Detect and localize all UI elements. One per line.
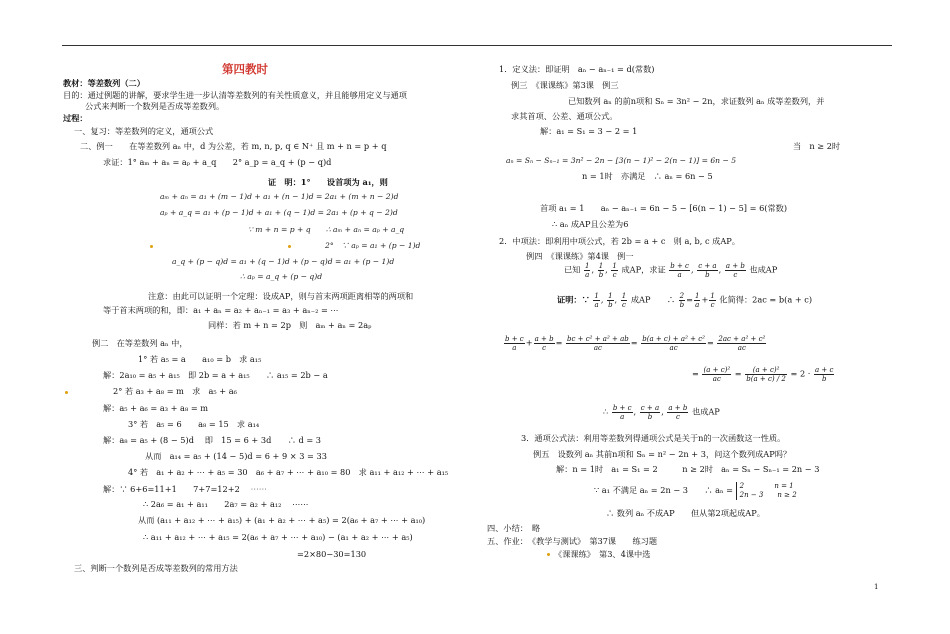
text-line: ∴ 数列 aₙ 不成AP 但从第2项起成AP。 (606, 508, 765, 518)
math-line: ∴ aₚ = a_q + (p − q)d (240, 272, 323, 281)
text-line: 解：a₅ + a₆ = a₃ + a₈ = m (103, 403, 209, 413)
text-line: 从而 (a₁₁ + a₁₂ + ⋯ + a₁₅) + (a₁ + a₂ + ⋯ + a₅) = 2(a₆ + a₇ + ⋯ + a₁₀) (138, 515, 426, 525)
fraction: $\frac{a + b}{c}$ (668, 404, 688, 421)
fraction: $\frac{a + b}{c}$ (725, 262, 745, 279)
lesson-title: 第四教时 (222, 62, 268, 76)
bullet-mark (65, 391, 68, 394)
math-line: 2° ∵ aₚ = a₁ + (p − 1)d (325, 241, 421, 250)
text-line: 教材：等差数列（二） (63, 78, 145, 88)
text-line: 四、小结： 略 (487, 523, 541, 533)
text-line: 4° 若 a₁ + a₂ + ⋯ + a₅ = 30 a₆ + a₇ + ⋯ + a₁₀ = 80 求 a₁₁ + a₁₂ + ⋯ + a₁₅ (128, 467, 449, 477)
fraction: $\frac{b + c}{a}$ (612, 404, 632, 421)
text-line: ∴ 2a₆ = a₁ + a₁₁ 2a₇ = a₂ + a₁₂ ⋯⋯ (143, 499, 309, 509)
proof-line: 证明：∵ $\frac{1}{a}$ , $\frac{1}{b}$ , $\frac{1}{c}$ 成AP ∴ $\frac{2}{b}$ = $\frac{1}{a}$ + $\frac{1}{c}$ 化简得：2ac = b(a + c) (557, 292, 813, 309)
fraction: $\frac{1}{c}$ (621, 292, 627, 309)
fraction: $\frac{\text{2ac + a² + c²}}{ac}$ (718, 335, 766, 352)
text-line: 目的：通过例题的讲解，要求学生进一步认清等差数列的有关性质意义，并且能够用定义与通项 (63, 90, 407, 100)
text-line: 3° 若 a₅ = 6 a₈ = 15 求 a₁₄ (128, 419, 260, 429)
result-line: = $\frac{\text{(a + c)²}}{ac}$ = $\frac{\text{(a + c)²}}{b(a + c) / 2}$ = 2 · $\frac{a + c}{b}$ (692, 366, 834, 383)
fraction: $\frac{c + a}{b}$ (698, 262, 717, 279)
expansion-line: $\frac{b + c}{a}$ + $\frac{a + b}{c}$ = $\frac{\text{bc + c² + a² + ab}}{ac}$ = $\frac{\text{b(a + c) + a² + c²}}{ac}$ = $\frac{\text{2ac + a² + c²}}{ac}$ (505, 335, 766, 352)
text-line: 从而 a₁₄ = a₅ + (14 − 5)d = 6 + 9 × 3 = 33 (145, 451, 327, 461)
text-line: 解：a₁ = S₁ = 3 − 2 = 1 (540, 126, 638, 136)
text-line: 2° 若 a₃ + a₈ = m 求 a₅ + a₆ (113, 386, 237, 396)
text-line: 《课课练》 第3、4课中选 (554, 549, 651, 559)
text-line: 当 n ≥ 2时 (793, 141, 841, 151)
text-line: 解：∵ 6+6=11+1 7+7=12+2 ⋯⋯ (103, 484, 267, 494)
text-line: 3．通项公式法：利用等差数列得通项公式是关于n的一次函数这一性质。 (521, 433, 786, 443)
text-line: 2．中项法：即利用中项公式，若 2b = a + c 则 a, b, c 成AP。 (499, 236, 740, 246)
fraction: $\frac{b + c}{a}$ (670, 262, 689, 279)
text-line: 一、复习：等差数列的定义，通项公式 (74, 126, 214, 136)
text-line: 二、例一 在等差数列 aₙ 中，d 为公差，若 m, n, p, q ∈ N⁺ 且 m + n = p + q (80, 141, 387, 151)
text-line: 例五 设数列 aₙ 其前n项和 Sₙ = n² − 2n + 3，问这个数列成AP吗？ (533, 449, 792, 459)
math-line: aₚ + a_q = a₁ + (p − 1)d + a₁ + (q − 1)d = 2a₁ + (p + q − 2)d (160, 208, 398, 217)
text-line: 例三 《课课练》第3课 例三 (511, 80, 619, 90)
page-number: 1 (874, 583, 879, 591)
text-line: =2×80−30=130 (297, 549, 367, 559)
text-line: n = 1时 亦满足 ∴ aₙ = 6n − 5 (582, 171, 713, 181)
text-line: 同样：若 m + n = 2p 则 aₘ + aₙ = 2aₚ (208, 320, 372, 330)
fraction: $\frac{1}{b}$ (608, 292, 613, 309)
text-line: 解：a₈ = a₅ + (8 − 5)d 即 15 = 6 + 3d ∴ d = 3 (103, 435, 322, 445)
piecewise-line: ∵ a₁ 不满足 aₙ = 2n − 3 ∴ aₙ = 2 n = 1 2n − 3 n ≥ 2 (594, 482, 797, 499)
text-line: 已知数列 aₙ 的前n项和 Sₙ = 3n² − 2n，求证数列 aₙ 成等差数列，并 (568, 96, 825, 106)
math-line: ∵ m + n = p + q ∴ aₘ + aₙ = aₚ + a_q (248, 225, 405, 234)
text-line: 例二 在等差数列 aₙ 中， (92, 338, 188, 348)
text-line: 公式来判断一个数列是否成等差数列。 (85, 101, 225, 111)
text-line: 首项 a₁ = 1 aₙ − aₙ₋₁ = 6n − 5 − [6(n − 1) − 5] = 6(常数) (540, 203, 788, 213)
fraction: $\frac{a + b}{c}$ (534, 335, 554, 352)
fraction: $\frac{\text{b(a + c) + a² + c²}}{ac}$ (642, 335, 705, 352)
fraction: $\frac{\text{(a + c)²}}{b(a + c) / 2}$ (746, 366, 786, 383)
fraction: $\frac{1}{a}$ (585, 262, 590, 279)
text-line: 注意：由此可以证明一个定理：设成AP，则与首末两项距离相等的两项和 (148, 291, 414, 301)
text-line: 求其首项、公差、通项公式。 (511, 111, 618, 121)
header-rule (62, 45, 892, 46)
fraction: $\frac{\text{(a + c)²}}{ac}$ (703, 366, 731, 383)
fraction: $\frac{b + c}{a}$ (505, 335, 524, 352)
example-4-statement: 已知 $\frac{1}{a}$ , $\frac{1}{b}$ , $\frac{1}{c}$ 成AP，求证 $\frac{b + c}{a}$ , $\frac{c + a}{b}$ , $\frac{a + b}{c}$ 也成AP (564, 262, 778, 279)
fraction: $\frac{1}{a}$ (594, 292, 599, 309)
fraction: $\frac{2}{b}$ (679, 292, 685, 309)
text-line: 解：2a₁₀ = a₅ + a₁₅ 即 2b = a + a₁₅ ∴ a₁₅ = 2b − a (103, 370, 328, 380)
text-line: 例四 《课课练》第4课 例一 (526, 251, 634, 261)
text-line: 三、判断一个数列是否成等差数列的常用方法 (74, 563, 238, 573)
text-line: 证 明：1° 设首项为 a₁，则 (268, 177, 388, 187)
text-line: 过程： (63, 113, 88, 123)
bullet-mark (547, 553, 550, 556)
bullet-mark (150, 245, 153, 248)
text-line: 求证：1° aₘ + aₙ = aₚ + a_q 2° a_p = a_q + (p − q)d (103, 157, 332, 167)
fraction: $\frac{\text{bc + c² + a² + ab}}{ac}$ (567, 335, 629, 352)
text-line: 等于首末两项的和，即：a₁ + aₙ = a₂ + aₙ₋₁ = a₃ + aₙ₋₂ = ⋯ (103, 305, 339, 315)
text-line: 1° 若 a₅ = a a₁₀ = b 求 a₁₅ (138, 354, 262, 364)
math-line: aₘ + aₙ = a₁ + (m − 1)d + a₁ + (n − 1)d = 2a₁ + (m + n − 2)d (160, 192, 399, 201)
text-line: ∴ a₁₁ + a₁₂ + ⋯ + a₁₅ = 2(a₆ + a₇ + ⋯ + a₁₀) − (a₁ + a₂ + ⋯ + a₅) (143, 532, 413, 542)
fraction: $\frac{a + c}{b}$ (815, 366, 834, 383)
fraction: $\frac{1}{c}$ (710, 292, 715, 309)
bullet-mark (288, 245, 291, 248)
fraction: $\frac{1}{c}$ (612, 262, 617, 279)
math-line: a_q + (p − q)d = a₁ + (q − 1)d + (p − q)d = a₁ + (p − 1)d (172, 257, 395, 266)
fraction: $\frac{c + a}{b}$ (640, 404, 660, 421)
conclusion-line: ∴ $\frac{b + c}{a}$ , $\frac{c + a}{b}$ , $\frac{a + b}{c}$ 也成AP (603, 404, 720, 421)
text-line: 五、作业： 《教学与测试》 第37课 练习题 (487, 536, 658, 546)
text-line: ∴ aₙ 成AP且公差为6 (552, 219, 629, 229)
text-line: 解：n = 1时 a₁ = S₁ = 2 n ≥ 2时 aₙ = Sₙ − Sₙ₋₁ = 2n − 3 (556, 464, 820, 474)
text-line: 1．定义法：即证明 aₙ − aₙ₋₁ = d(常数) (499, 64, 655, 74)
math-line: aₙ = Sₙ − Sₙ₋₁ = 3n² − 2n − [3(n − 1)² − 2(n − 1)] = 6n − 5 (506, 156, 737, 165)
fraction: $\frac{1}{a}$ (694, 292, 700, 309)
fraction: $\frac{1}{b}$ (598, 262, 604, 279)
